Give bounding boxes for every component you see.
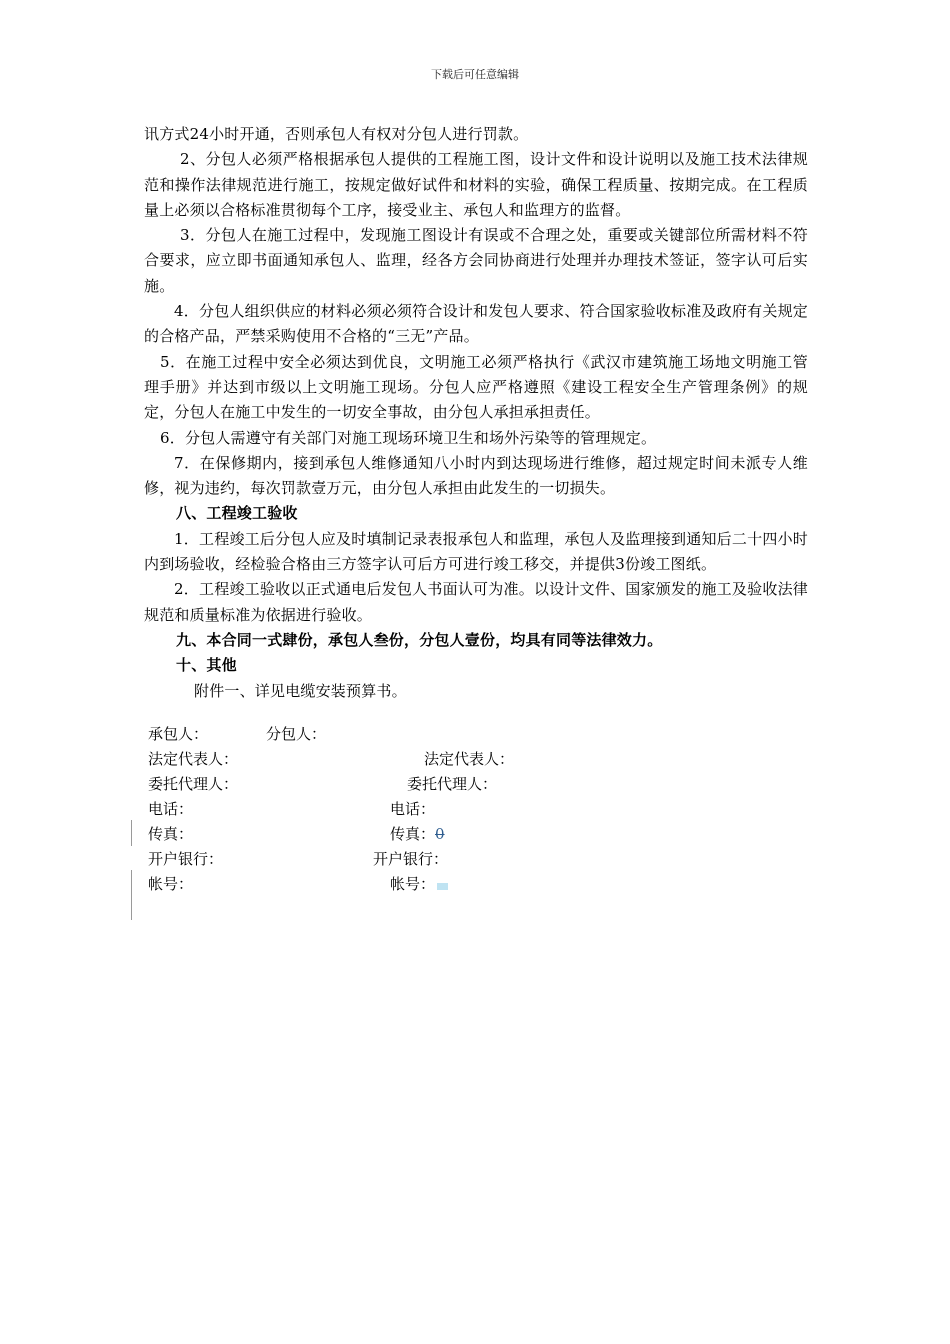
clause-3: 3．分包人在施工过程中，发现施工图设计有误或不合理之处，重要或关键部位所需材料不符合要求，应立即书面通知承包人、监理，经各方会同协商进行处理并办理技术签证，签字认可后实施。 <box>144 226 808 295</box>
revision-bar <box>131 870 132 920</box>
bank-left: 开户银行： <box>148 850 224 868</box>
fax-left: 传真： <box>148 825 194 843</box>
contract-body <box>144 122 808 704</box>
clause-6: 6．分包人需遵守有关部门对施工现场环境卫生和场外污染等的管理规定。 <box>160 428 657 447</box>
revision-bar <box>131 820 132 846</box>
account-left: 帐号： <box>148 875 194 893</box>
section-heading-9: 九、本合同一式肆份，承包人叁份，分包人壹份，均具有同等法律效力。 <box>176 630 663 649</box>
legal-rep-left: 法定代表人： <box>148 750 239 768</box>
acceptance-clause-2: 2．工程竣工验收以正式通电后发包人书面认可为准。以设计文件、国家颁发的施工及验收法律规范和质量标准为依据进行验收。 <box>144 580 808 624</box>
fax-right-label: 传真： <box>390 825 436 843</box>
acceptance-clause-1: 1．工程竣工后分包人应及时填制记录表报承包人和监理，承包人及监理接到通知后二十四小时内到场验收，经检验合格由三方签字认可后方可进行竣工移交，并提供3份竣工图纸。 <box>144 529 808 574</box>
section-heading-10: 十、其他 <box>176 656 237 675</box>
clause-5: 5．在施工过程中安全必须达到优良，文明施工必须严格执行《武汉市建筑施工场地文明施工管理手册》并达到市级以上文明施工现场。分包人应严格遵照《建设工程安全生产管理条例》的规定，分包人在施工中发生的一切安全事故，由分包人承担承担责任。 <box>144 352 808 422</box>
phone-right: 电话： <box>390 800 436 818</box>
account-right <box>390 873 448 894</box>
agent-left: 委托代理人： <box>148 775 239 793</box>
attachment-note: 附件一、详见电缆安装预算书。 <box>194 681 407 700</box>
phone-left: 电话： <box>148 800 194 818</box>
fax-right-value: 0 <box>435 825 445 843</box>
paragraph-continuation: 讯方式24小时开通，否则承包人有权对分包人进行罚款。 <box>144 125 529 143</box>
clause-4: 4．分包人组织供应的材料必须必须符合设计和发包人要求、符合国家验收标准及政府有关规定的合格产品，严禁采购使用不合格的“三无”产品。 <box>144 302 808 346</box>
section-heading-8: 八、工程竣工验收 <box>176 504 298 523</box>
signature-subcontractor: 分包人： <box>266 725 327 743</box>
text-cursor-highlight <box>437 883 448 890</box>
signature-contractor: 承包人： <box>148 725 209 743</box>
fax-right <box>390 823 445 844</box>
agent-right: 委托代理人： <box>407 775 498 793</box>
clause-7: 7．在保修期内，接到承包人维修通知八小时内到达现场进行维修，超过规定时间未派专人维修，视为违约，每次罚款壹万元，由分包人承担由此发生的一切损失。 <box>144 453 808 498</box>
page-header-note: 下载后可任意编辑 <box>431 68 519 81</box>
legal-rep-right: 法定代表人： <box>424 750 515 768</box>
bank-right: 开户银行： <box>373 850 449 868</box>
account-right-label: 帐号： <box>390 875 436 893</box>
clause-2: 2、分包人必须严格根据承包人提供的工程施工图，设计文件和设计说明以及施工技术法律规范和操作法律规范进行施工，按规定做好试件和材料的实验，确保工程质量、按期完成。在工程质量上必须以合格标准贯彻每个工序，接受业主、承包人和监理方的监督。 <box>144 150 808 219</box>
